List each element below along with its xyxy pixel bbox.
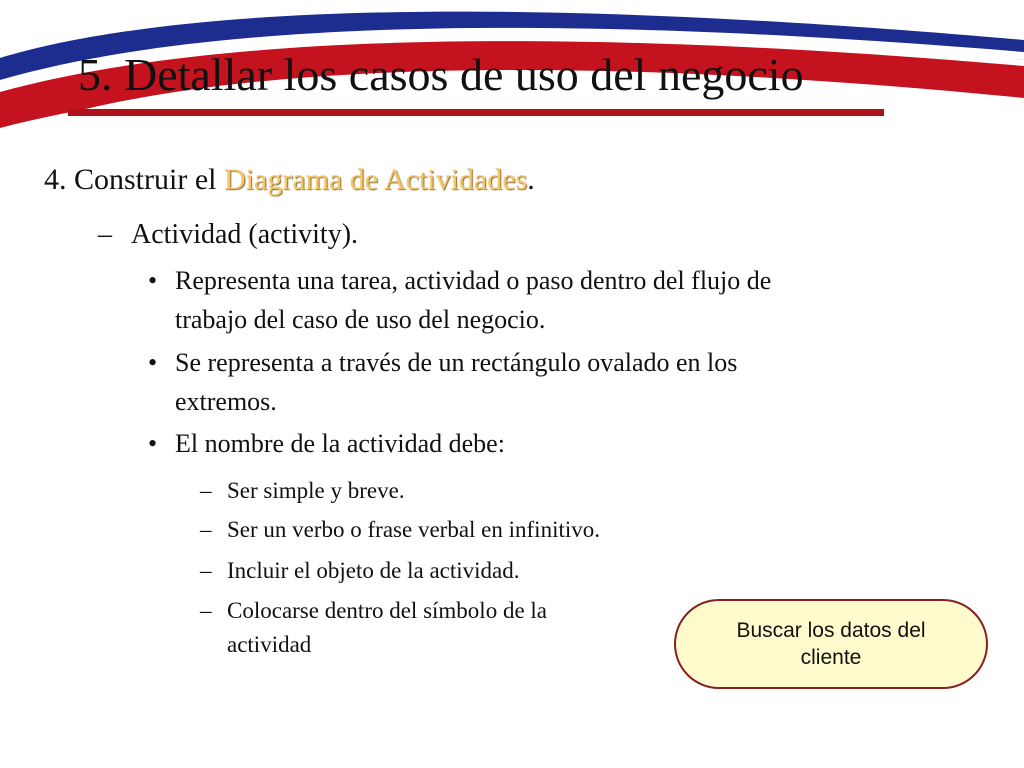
bullet-text: extremos. xyxy=(175,387,277,416)
title-underline xyxy=(68,109,884,116)
subitem-text: Ser simple y breve. xyxy=(227,478,405,503)
subitem-text: Incluir el objeto de la actividad. xyxy=(227,558,520,583)
bullet-text: Se representa a través de un rectángulo ovalado en los xyxy=(175,348,738,377)
subitem-dash: – xyxy=(200,478,212,503)
bullet-text: El nombre de la actividad debe: xyxy=(175,429,505,458)
activity-label: Buscar los datos del cliente xyxy=(736,618,926,669)
subitem-text: Ser un verbo o frase verbal en infinitivo. xyxy=(227,517,600,542)
step-prefix: 4. Construir el xyxy=(44,163,224,196)
step-highlight: Diagrama de Actividades xyxy=(224,163,528,196)
bullet-text: Representa una tarea, actividad o paso dentro del flujo de xyxy=(175,266,772,295)
step-suffix: . xyxy=(527,163,535,196)
bullet-text: trabajo del caso de uso del negocio. xyxy=(175,305,546,334)
slide-title: 5. Detallar los casos de uso del negocio xyxy=(78,49,804,100)
subitem-text: actividad xyxy=(227,632,312,657)
subitem-dash: – xyxy=(200,558,212,583)
subheading: Actividad (activity). xyxy=(131,219,359,250)
step-heading xyxy=(44,163,535,197)
subitem-dash: – xyxy=(200,517,212,542)
bullet-icon: • xyxy=(148,429,158,458)
bullet-icon: • xyxy=(148,266,158,295)
subitem-dash: – xyxy=(200,598,212,623)
activity-symbol xyxy=(674,599,988,689)
subheading-dash: – xyxy=(98,219,112,250)
subitem-text: Colocarse dentro del símbolo de la xyxy=(227,598,548,623)
bullet-icon: • xyxy=(148,348,158,377)
